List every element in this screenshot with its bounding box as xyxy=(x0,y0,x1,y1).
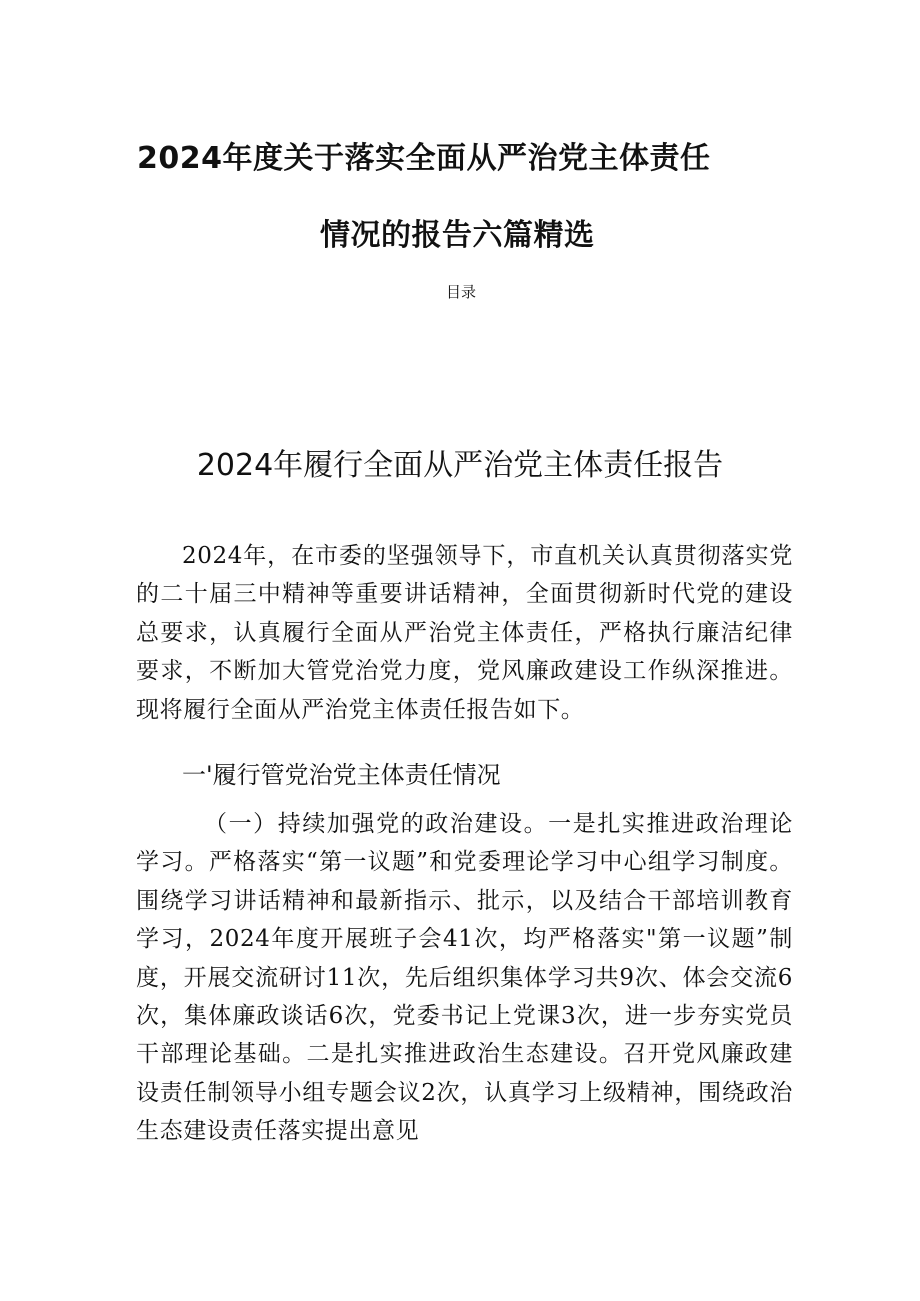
body-paragraph-1: 2024年，在市委的坚强领导下，市直机关认真贯彻落实党的二十届三中精神等重要讲话精神，全面贯彻新时代党的建设总要求，认真履行全面从严治党主体责任，严格执行廉洁纪律要求，不断加大管党治党力度，党风廉政建设工作纵深推进。现将履行全面从严治党主体责任报告如下。 xyxy=(136,543,793,723)
table-of-contents-label: 目录 xyxy=(446,283,477,301)
document-title-line-2: 情况的报告六篇精选 xyxy=(320,218,595,253)
document-title-line-1: 2024年度关于落实全面从严治党主体责任 xyxy=(137,141,711,176)
section-title: 2024年履行全面从严治党主体责任报告 xyxy=(196,448,724,483)
body-paragraph-2: （一）持续加强党的政治建设。一是扎实推进政治理论学习。严格落实“第一议题”和党委理论学习中心组学习制度。围绕学习讲话精神和最新指示、批示，以及结合干部培训教育学习，2024年度开展班子会41次，均严格落实"第一议题”制度，开展交流研讨11次，先后组织集体学习共9次、体会交流6次，集体廉政谈话6次，党委书记上党课3次，进一步夯实党员干部理论基础。二是扎实推进政治生态建设。召开党风廉政建设责任制领导小组专题会议2次，认真学习上级精神，围绕政治生态建设责任落实提出意见 xyxy=(136,811,793,1145)
section-heading-1: 一'履行管党治党主体责任情况 xyxy=(182,761,501,789)
